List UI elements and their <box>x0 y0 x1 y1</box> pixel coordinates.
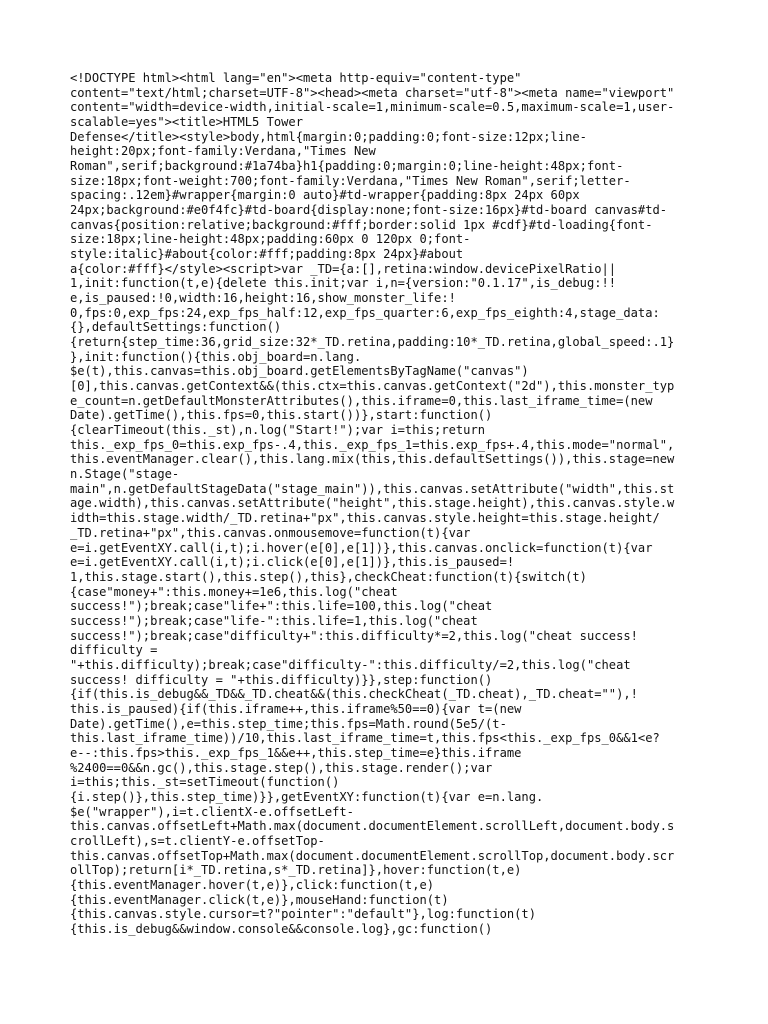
code-line: "+this.difficulty);break;case"difficulty-":this.difficulty/=2,this.log("cheat <box>70 657 631 672</box>
code-line: crollLeft),s=t.clientY-e.offsetTop- <box>70 833 325 848</box>
code-line: $e(t),this.canvas=this.obj_board.getElementsByTagName("canvas") <box>70 364 529 379</box>
code-line: },init:function(){this.obj_board=n.lang. <box>70 349 362 364</box>
code-line: {return{step_time:36,grid_size:32*_TD.retina,padding:10*_TD.retina,global_speed:.1} <box>70 335 675 350</box>
code-line: {},defaultSettings:function() <box>70 320 282 335</box>
code-line: canvas{position:relative;background:#fff;border:solid 1px #cdf}#td-loading{font- <box>70 217 653 232</box>
code-line: {i.step()},this.step_time)}},getEventXY:function(t){var e=n.lang. <box>70 789 544 804</box>
code-line: i=this;this._st=setTimeout(function() <box>70 775 340 790</box>
code-line: e--:this.fps>this._exp_fps_1&&e++,this.step_time=e}this.iframe <box>70 745 522 760</box>
code-line: size:18px;font-weight:700;font-family:Verdana,"Times New Roman",serif;letter- <box>70 173 631 188</box>
code-line: <!DOCTYPE html><html lang="en"><meta http-equiv="content-type" <box>70 71 522 85</box>
code-line: {this.eventManager.hover(t,e)},click:function(t,e) <box>70 877 435 892</box>
code-line: ollTop);return[i*_TD.retina,s*_TD.retina]},hover:function(t,e) <box>70 863 522 878</box>
code-line: {this.is_debug&&window.console&&console.log},gc:function() <box>70 921 493 936</box>
code-line: this.last_iframe_time))/10,this.last_iframe_time=t,this.fps<this._exp_fps_0&&1<e? <box>70 731 660 746</box>
code-line: {clearTimeout(this._st),n.log("Start!");var i=this;return <box>70 423 486 438</box>
code-line: Defense</title><style>body,html{margin:0;padding:0;font-size:12px;line- <box>70 129 587 144</box>
code-line: spacing:.12em}#wrapper{margin:0 auto}#td-wrapper{padding:8px 24px 60px <box>70 188 580 203</box>
code-line: {this.canvas.style.cursor=t?"pointer":"default"},log:function(t) <box>70 907 536 922</box>
code-line: style:italic}#about{color:#fff;padding:8px 24px}#about <box>70 247 464 262</box>
code-line: success!");break;case"difficulty+":this.difficulty*=2,this.log("cheat success! <box>70 628 638 643</box>
code-line: this.eventManager.clear(),this.lang.mix(this,this.defaultSettings()),this.stage=new <box>70 452 675 467</box>
code-line: scalable=yes"><title>HTML5 Tower <box>70 115 303 130</box>
code-line: Date).getTime(),e=this.step_time;this.fps=Math.round(5e5/(t- <box>70 716 507 731</box>
code-line: this.canvas.offsetTop+Math.max(document.documentElement.scrollTop,document.body.scr <box>70 848 675 863</box>
code-line: Date).getTime(),this.fps=0,this.start())},start:function() <box>70 408 493 423</box>
code-line: height:20px;font-family:Verdana,"Times New <box>70 144 376 159</box>
code-line: Roman",serif;background:#1a74ba}h1{padding:0;margin:0;line-height:48px;font- <box>70 159 624 174</box>
code-line: e,is_paused:!0,width:16,height:16,show_monster_life:! <box>70 291 456 306</box>
code-line: 1,this.stage.start(),this.step(),this},checkCheat:function(t){switch(t) <box>70 569 587 584</box>
code-line: age.width),this.canvas.setAttribute("height",this.stage.height),this.canvas.style.w <box>70 496 675 511</box>
code-line: 24px;background:#e0f4fc}#td-board{display:none;font-size:16px}#td-board canvas#td- <box>70 203 668 218</box>
code-line: _TD.retina+"px",this.canvas.onmousemove=function(t){var <box>70 525 471 540</box>
code-line: 0,fps:0,exp_fps:24,exp_fps_half:12,exp_fps_quarter:6,exp_fps_eighth:4,stage_data: <box>70 305 660 320</box>
code-line: difficulty = <box>70 643 158 658</box>
code-line: 1,init:function(t,e){delete this.init;var i,n={version:"0.1.17",is_debug:!! <box>70 276 617 291</box>
source-code-text <box>70 71 700 937</box>
code-line: e=i.getEventXY.call(i,t);i.click(e[0],e[1])},this.is_paused=! <box>70 555 515 570</box>
code-line: %2400==0&&n.gc(),this.stage.step(),this.stage.render();var <box>70 760 493 775</box>
code-line: n.Stage("stage- <box>70 467 180 482</box>
code-line: this._exp_fps_0=this.exp_fps-.4,this._exp_fps_1=this.exp_fps+.4,this.mode="normal", <box>70 437 675 452</box>
code-line: idth=this.stage.width/_TD.retina+"px",this.canvas.style.height=this.stage.height/ <box>70 511 660 526</box>
code-line: {this.eventManager.click(t,e)},mouseHand:function(t) <box>70 892 449 907</box>
code-line: e_count=n.getDefaultMonsterAttributes(),this.iframe=0,this.last_iframe_time=(new <box>70 393 653 408</box>
code-line: main",n.getDefaultStageData("stage_main")),this.canvas.setAttribute("width",this.st <box>70 481 675 496</box>
code-line: success!");break;case"life+":this.life=100,this.log("cheat <box>70 599 493 614</box>
code-line: size:18px;line-height:48px;padding:60px 0 120px 0;font- <box>70 232 471 247</box>
code-line: success! difficulty = "+this.difficulty)}},step:function() <box>70 672 493 687</box>
code-line: success!");break;case"life-":this.life=1,this.log("cheat <box>70 613 478 628</box>
code-line: e=i.getEventXY.call(i,t);i.hover(e[0],e[1])},this.canvas.onclick=function(t){var <box>70 540 653 555</box>
code-line: a{color:#fff}</style><script>var _TD={a:[],retina:window.devicePixelRatio|| <box>70 261 617 276</box>
code-line: [0],this.canvas.getContext&&(this.ctx=this.canvas.getContext("2d"),this.monster_typ <box>70 379 675 394</box>
code-line: content="text/html;charset=UTF-8"><head><meta charset="utf-8"><meta name="viewport" <box>70 85 675 100</box>
code-line: content="width=device-width,initial-scale=1,minimum-scale=0.5,maximum-scale=1,user- <box>70 100 675 115</box>
code-line: $e("wrapper"),i=t.clientX-e.offsetLeft- <box>70 804 354 819</box>
code-line: this.canvas.offsetLeft+Math.max(document.documentElement.scrollLeft,document.body.s <box>70 819 675 834</box>
code-line: {case"money+":this.money+=1e6,this.log("cheat <box>70 584 398 599</box>
code-line: this.is_paused){if(this.iframe++,this.iframe%50==0){var t=(new <box>70 701 522 716</box>
code-line: {if(this.is_debug&&_TD&&_TD.cheat&&(this.checkCheat(_TD.cheat),_TD.cheat=""),! <box>70 687 638 702</box>
